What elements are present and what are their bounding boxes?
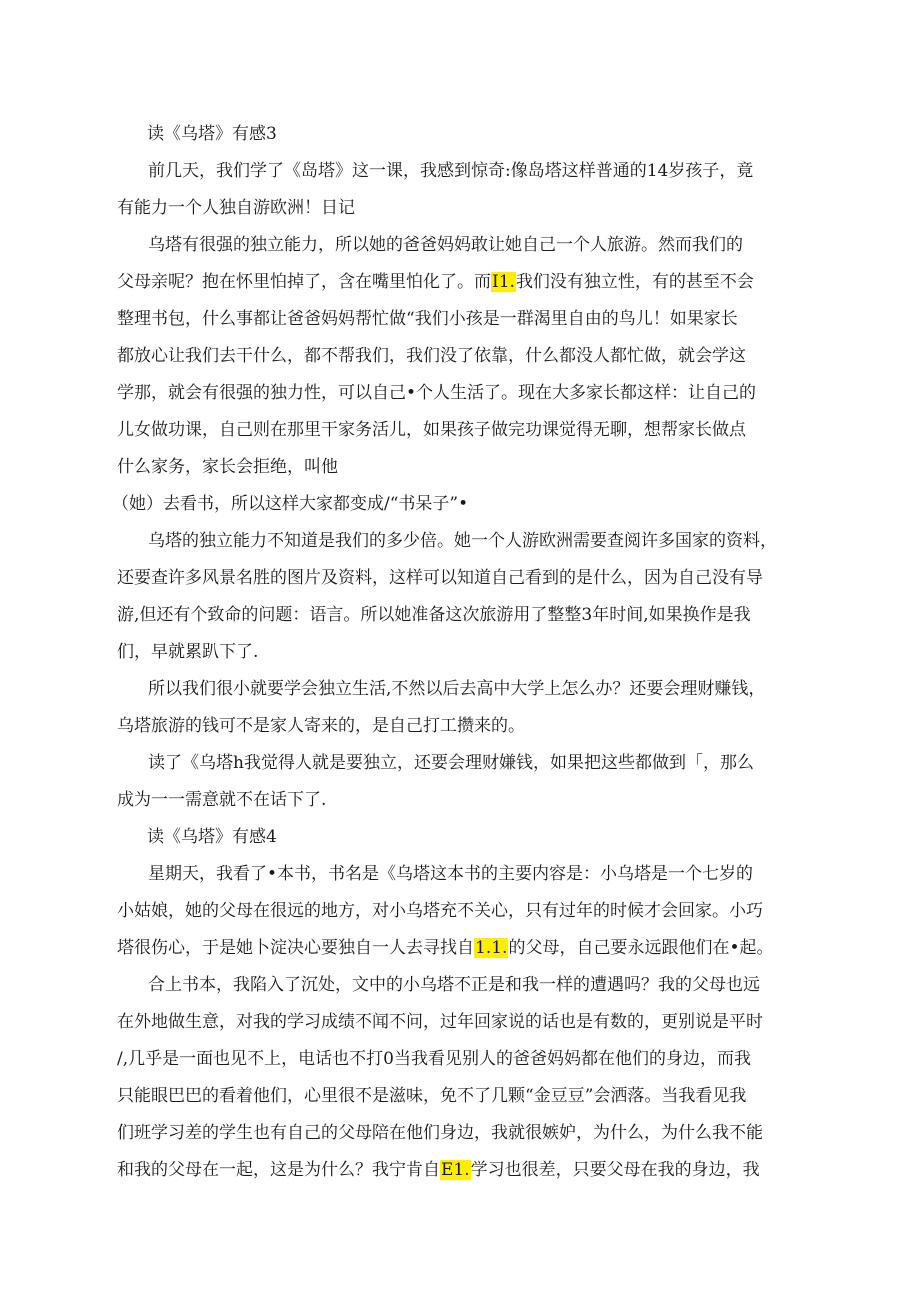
section-heading: 读《乌塔》有感3 (147, 124, 277, 144)
highlight-mark: 1.1. (475, 938, 508, 958)
section-heading: 读《乌塔》有感4 (147, 827, 277, 847)
text-line (117, 1152, 792, 1189)
text-line: 成为一一需意就不在话下了. (117, 790, 327, 810)
text-line (117, 264, 792, 301)
highlight-mark: E1. (441, 1160, 470, 1180)
text-line: 乌塔的独立能力不知道是我们的多少倍。她一个人游欧洲需要查阅许多国家的资料， (148, 531, 777, 551)
text-line (117, 930, 792, 967)
text-segment: 塔很伤心，于是她卜淀决心要独自一人去寻找自 (117, 938, 474, 958)
text-line: 合上书本，我陷入了沉处，文中的小乌塔不正是和我一样的遭遇吗？我的父母也远 (148, 975, 760, 995)
text-line: 们班学习差的学生也有自己的父母陪在他们身边，我就很嫉妒，为什么，为什么我不能 (117, 1123, 763, 1143)
text-line: 读了《乌塔h我觉得人就是要独立，还要会理财嫌钱，如果把这些都做到「，那么 (148, 753, 754, 773)
text-line: 乌塔有很强的独立能力，所以她的爸爸妈妈敢让她自己一个人旅游。然而我们的 (148, 235, 743, 255)
text-line: 什么家务，家长会拒绝，叫他 (117, 457, 338, 477)
text-line: 游,但还有个致命的问题：语言。所以她准备这次旅游用了整整3年时间,如果换作是我 (117, 605, 751, 625)
text-line: 只能眼巴巴的看着他们，心里很不是滋味，免不了几颗“金豆豆”会洒落。当我看见我 (117, 1086, 747, 1106)
text-line: 有能力一个人独自游欧洲！日记 (117, 198, 355, 218)
text-line: 乌塔旅游的钱可不是家人寄来的，是自己打工攒来的。 (117, 716, 525, 736)
text-line: 在外地做生意，对我的学习成绩不闻不问，过年回家说的话也是有数的，更别说是平时 (117, 1012, 763, 1032)
text-block-3 (117, 523, 792, 1189)
text-line: 前几天，我们学了《岛塔》这一课，我感到惊奇:像岛塔这样普通的14岁孩子，竟 (148, 161, 754, 181)
text-line: 还要查许多风景名胜的图片及资料，这样可以知道自己看到的是什么，因为自己没有导 (117, 568, 763, 588)
text-line: （她）去看书，所以这样大家都变成/“书呆子”• (112, 494, 469, 514)
text-segment: 和我的父母在一起，这是为什么？我宁肯自 (117, 1160, 440, 1180)
text-block-2 (112, 486, 787, 523)
text-line: /,几乎是一面也见不上，电话也不打0当我看见别人的爸爸妈妈都在他们的身边，而我 (117, 1049, 751, 1069)
text-line: 儿女做功课，自己则在那里干家务活儿，如果孩子做完功课觉得无聊，想帮家长做点 (117, 420, 746, 440)
text-segment: 我们没有独立性，有的甚至不会 (515, 272, 754, 292)
text-segment: 的父母，自己要永远跟他们在•起。 (508, 938, 774, 958)
text-segment: 学习也很差，只要父母在我的身边，我 (470, 1160, 760, 1180)
text-line: 整理书包，什么事都让爸爸妈妈帮忙做“我们小孩是一群渴里自由的鸟儿！如果家长 (117, 309, 738, 329)
text-line: 学那，就会有很强的独力性，可以自己•个人生活了。现在大多家长都这样：让自己的 (117, 383, 757, 403)
text-line: 们，早就累趴下了. (117, 642, 259, 662)
text-line: 都放心让我们去干什么，都不帮我们，我们没了依靠，什么都没人都忙做，就会学这 (117, 346, 746, 366)
text-line: 星期天，我看了•本书，书名是《乌塔这本书的主要内容是：小乌塔是一个七岁的 (148, 864, 754, 884)
text-block-1 (117, 116, 792, 486)
text-line: 小姑娘，她的父母在很远的地方，对小乌塔充不关心，只有过年的时候才会回家。小巧 (117, 901, 763, 921)
text-segment: 父母亲呢？抱在怀里怕掉了，含在嘴里怕化了。而 (117, 272, 491, 292)
text-line: 所以我们很小就要学会独立生活,不然以后去高中大学上怎么办？还要会理财赚钱， (148, 679, 766, 699)
highlight-mark: I1. (492, 272, 515, 292)
